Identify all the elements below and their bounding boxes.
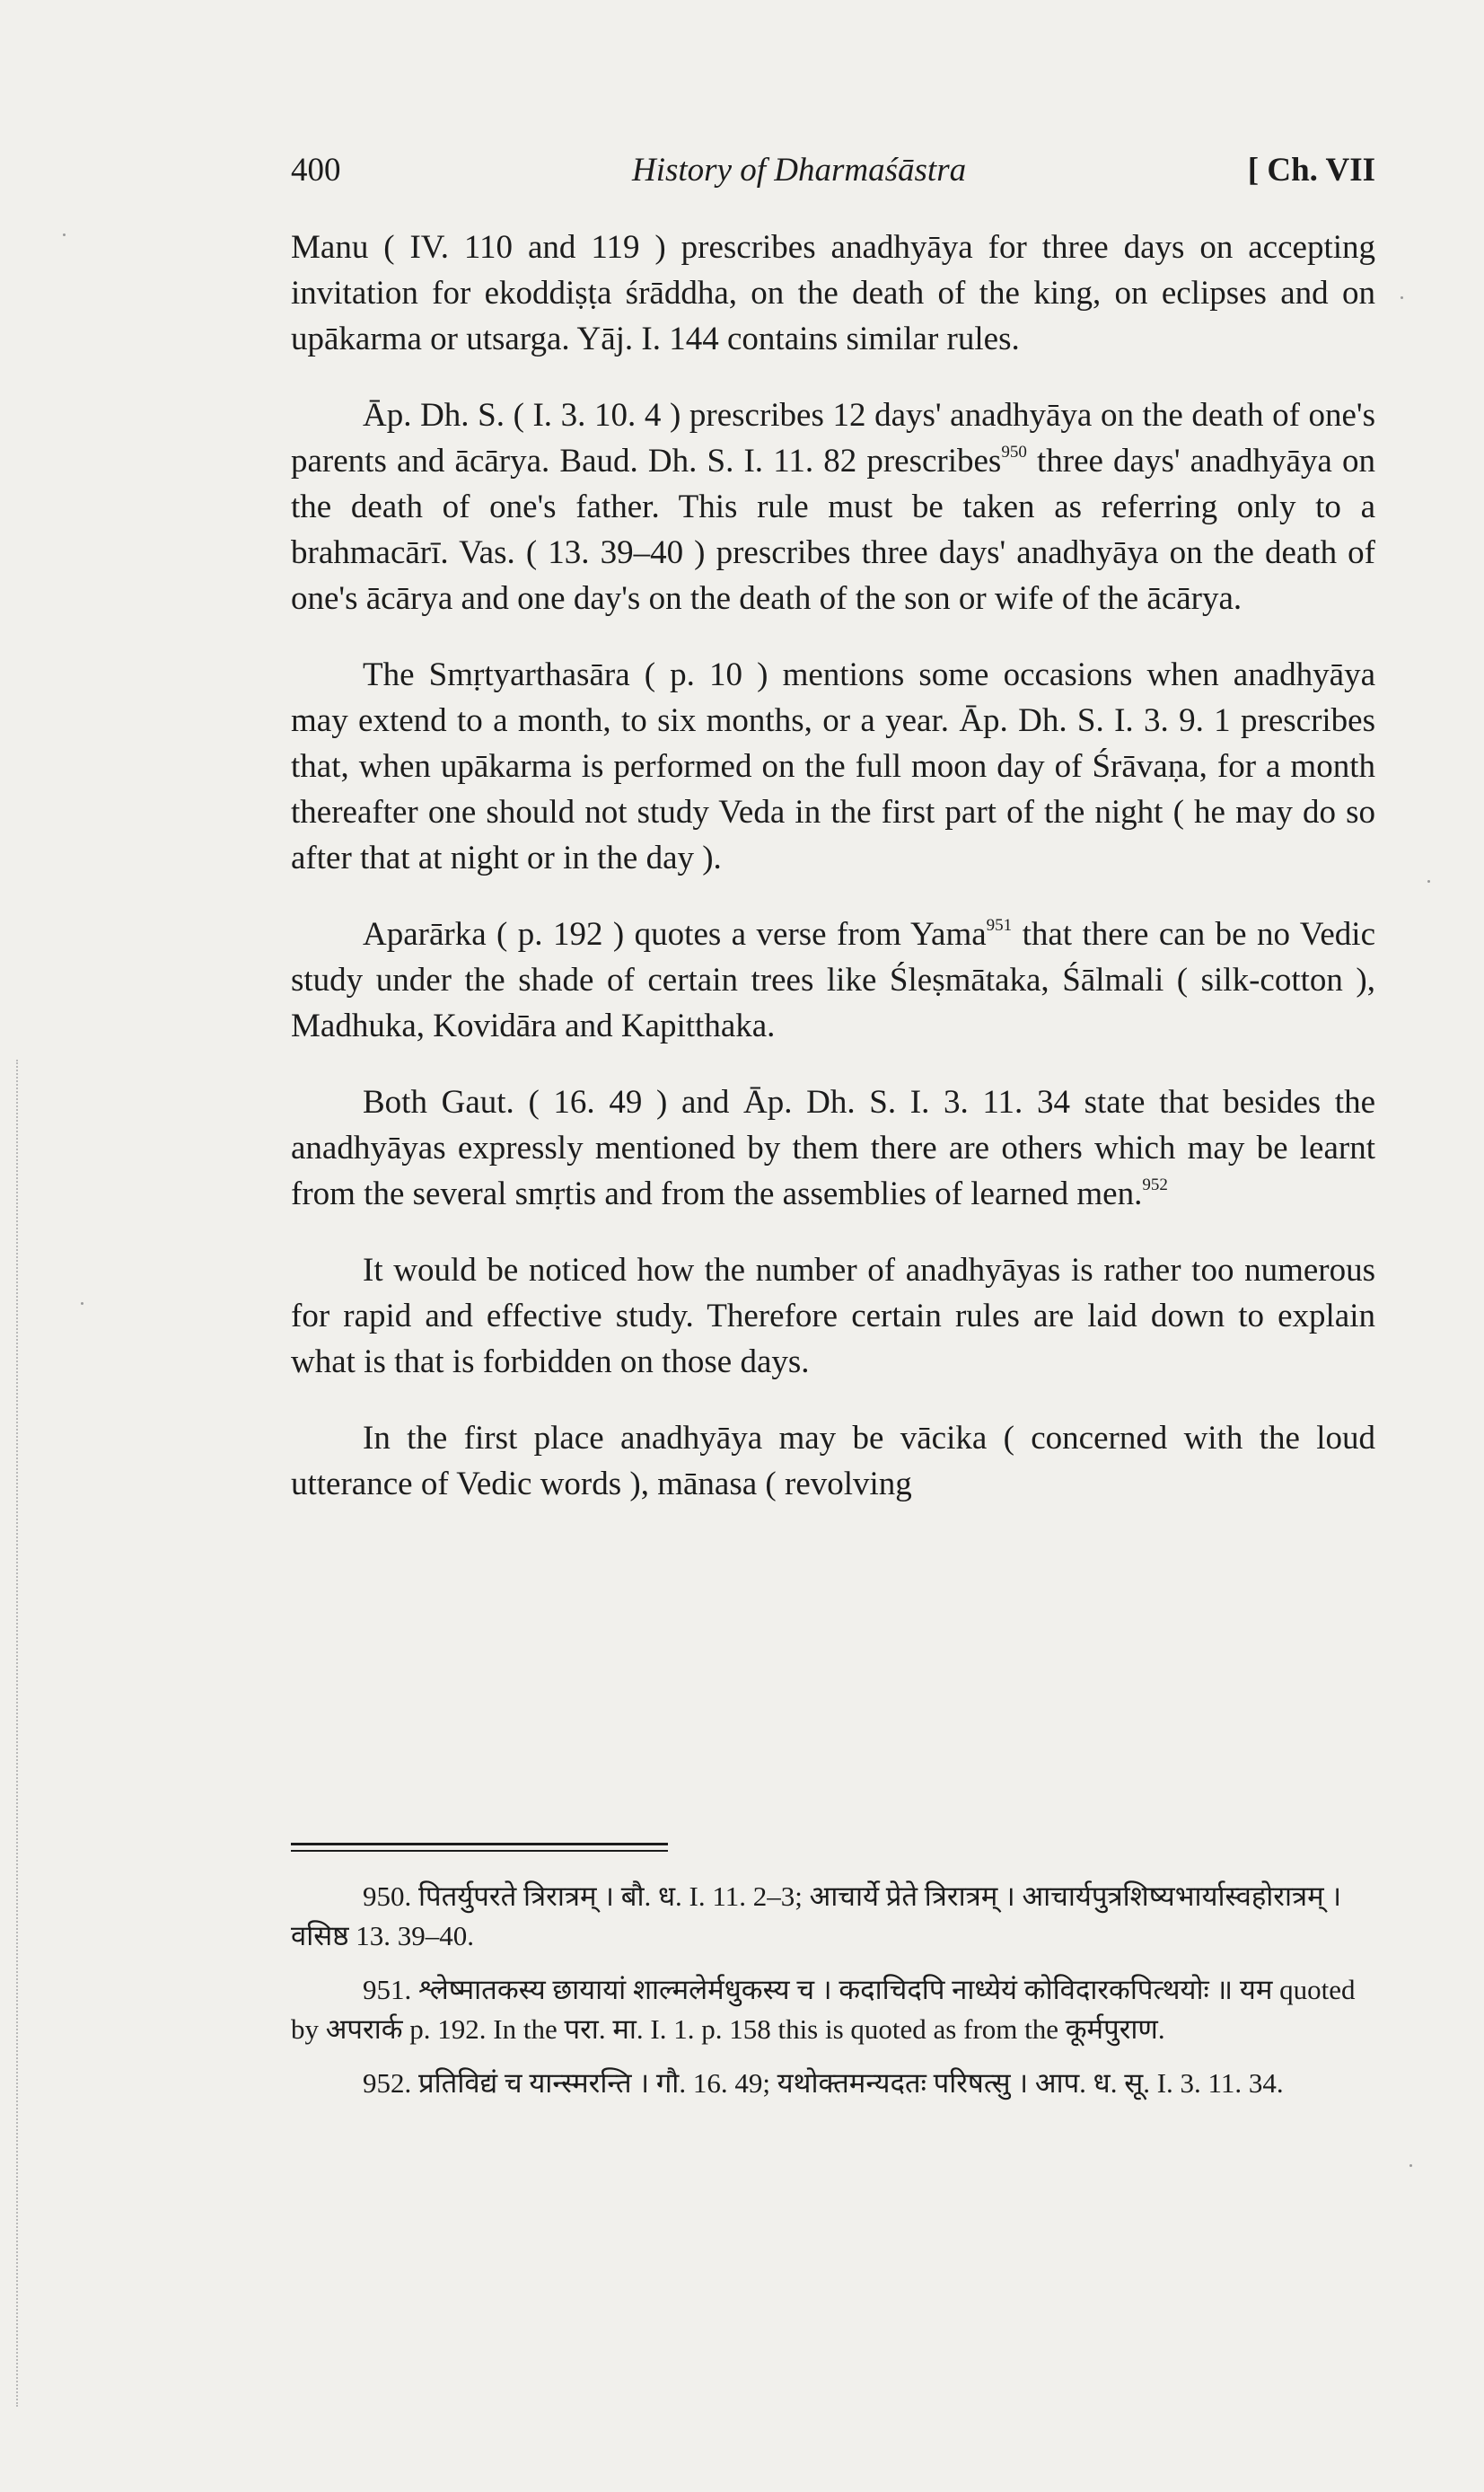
footnote-divider (291, 1843, 668, 1845)
paragraph-4-text-a: Aparārka ( p. 192 ) quotes a verse from Yama (363, 916, 987, 953)
footnotes (291, 1877, 1375, 2118)
paragraph-4 (291, 911, 1375, 1049)
paragraph-6: It would be noticed how the number of anadhyāyas is rather too numerous for rapid and effective study. Therefore certain rules are laid down to explain what is that is forbidden on those days. (291, 1252, 1375, 1380)
scan-speck (1427, 880, 1430, 883)
scan-speck (63, 233, 66, 236)
scan-speck (1401, 296, 1403, 299)
scan-margin-dots (16, 1060, 18, 2407)
footnote-ref-951: 951 (986, 916, 1013, 935)
footnote-ref-952: 952 (1142, 1176, 1168, 1194)
paragraph-4-text-b: that there can be no Vedic study under the shade of certain trees like Śleṣmātaka, Śālmali ( silk-cotton ), Madhuka, Kovidāra and Kapitthaka. (291, 916, 1375, 1044)
footnote-divider-secondary (291, 1850, 668, 1852)
footnote-952: 952. प्रतिविद्यं च यान्स्मरन्ति । गौ. 16. 49; यथोक्तमन्यदतः परिषत्सु । आप. ध. सू. I. 3. 11. 34. (363, 2067, 1284, 2099)
page-number: 400 (291, 152, 341, 189)
scan-speck (81, 1302, 83, 1305)
paragraph-3: The Smṛtyarthasāra ( p. 10 ) mentions some occasions when anadhyāya may extend to a month, to six months, or a year. Āp. Dh. S. I. 3. 9. 1 prescribes that, when upākarma is performed on the full moon day of Śrāvaṇa, for a month thereafter one should not study Veda in the first part of the night ( he may do so after that at night or in the day ). (291, 656, 1375, 876)
main-text (291, 225, 1375, 1507)
paragraph-5-text: Both Gaut. ( 16. 49 ) and Āp. Dh. S. I. 3. 11. 34 state that besides the anadhyāyas expressly mentioned by them there are others which may be learnt from the several smṛtis and from the assemblies of learned men. (291, 1084, 1375, 1212)
paragraph-2-text-a: Āp. Dh. S. ( I. 3. 10. 4 ) prescribes 12 days' anadhyāya on the death of one's parents and ācārya. Baud. Dh. S. I. 11. 82 prescribes (291, 397, 1375, 480)
paragraph-5 (291, 1079, 1375, 1217)
running-title: History of Dharmaśāstra (632, 152, 967, 189)
footnote-950: 950. पितर्युपरते त्रिरात्रम् । बौ. ध. I. 11. 2–3; आचार्ये प्रेते त्रिरात्रम् । आचार्यपुत्रशिष्यभार्यास्वहोरात्रम् । वसिष्ठ 13. 39–40. (291, 1880, 1342, 1951)
scan-speck (1409, 2164, 1412, 2167)
chapter-label: [ Ch. VII (1247, 152, 1375, 189)
footnote-951: 951. श्लेष्मातकस्य छायायां शाल्मलेर्मधुकस्य च । कदाचिदपि नाध्येयं कोविदारकपित्थयोः ॥ यम quoted by अपरार्क p. 192. In the परा. मा. I. 1. p. 158 this is quoted as from the कूर्मपुराण. (291, 1974, 1356, 2045)
running-header (291, 151, 1375, 205)
paragraph-1: Manu ( IV. 110 and 119 ) prescribes anadhyāya for three days on accepting invitation for ekoddiṣṭa śrāddha, on the death of the king, on eclipses and on upākarma or utsarga. Yāj. I. 144 contains similar rules. (291, 229, 1375, 357)
paragraph-7: In the first place anadhyāya may be vācika ( concerned with the loud utterance of Vedic words ), mānasa ( revolving (291, 1420, 1375, 1502)
paragraph-2-text-b: three days' anadhyāya on the death of one's father. This rule must be taken as referring only to a brahmacārī. Vas. ( 13. 39–40 ) prescribes three days' anadhyāya on the death of one's ācārya and one day's on the death of the son or wife of the ācārya. (291, 443, 1375, 617)
footnote-ref-950: 950 (1001, 443, 1027, 462)
paragraph-2 (291, 392, 1375, 621)
